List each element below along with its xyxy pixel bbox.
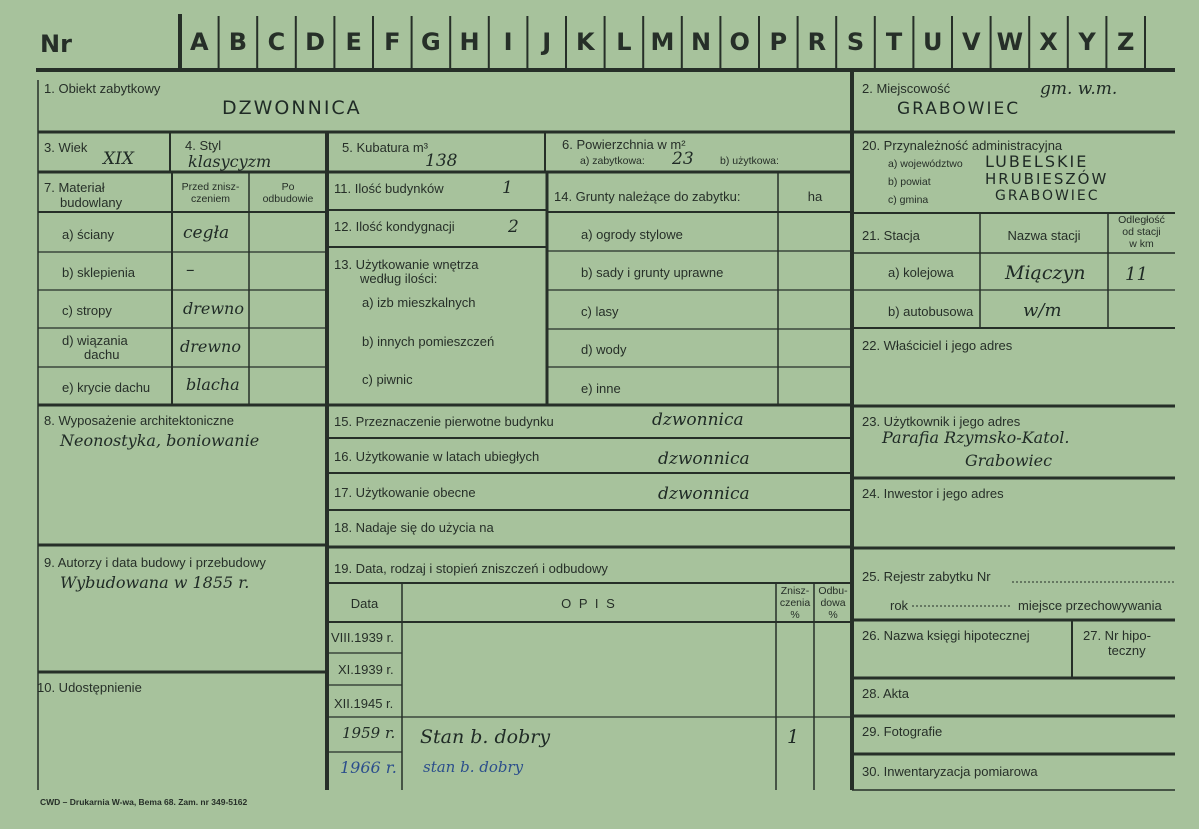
field-13-label-1: 13. Użytkowanie wnętrza — [334, 257, 479, 272]
field-19-znisz-row-4: 1 — [787, 726, 800, 748]
field-20a-value: LUBELSKIE — [985, 152, 1089, 171]
index-letter-h: H — [459, 28, 480, 56]
field-27-label-2: teczny — [1108, 643, 1146, 658]
field-7d-value: drewno — [180, 337, 241, 356]
field-7a-label: a) ściany — [62, 227, 115, 242]
field-23-value-1: Parafia Rzymsko-Katol. — [882, 428, 1070, 447]
field-16-label: 16. Użytkowanie w latach ubiegłych — [334, 449, 540, 464]
field-29-label: 29. Fotografie — [862, 724, 943, 739]
index-letter-z: Z — [1116, 28, 1135, 56]
index-letter-s: S — [846, 28, 865, 56]
index-letter-p: P — [769, 28, 788, 56]
field-27-label-1: 27. Nr hipo- — [1083, 628, 1151, 643]
field-19-date-row-5: 1966 r. — [340, 758, 397, 777]
field-19-opis-row-5: stan b. dobry — [423, 758, 524, 776]
field-11-value: 1 — [502, 178, 513, 198]
index-letter-n: N — [691, 28, 712, 56]
field-11-label: 11. Ilość budynków — [334, 181, 444, 196]
field-7e-label: e) krycie dachu — [62, 380, 151, 395]
field-19-opis-row-4: Stan b. dobry — [420, 726, 551, 748]
field-26-label: 26. Nazwa księgi hipotecznej — [862, 628, 1030, 643]
field-14c-label: c) lasy — [581, 304, 619, 319]
field-20b-value: HRUBIESZÓW — [985, 170, 1109, 188]
field-7d-label-2: dachu — [84, 347, 120, 362]
field-4-value: klasycyzm — [188, 152, 272, 171]
field-21b-label: b) autobusowa — [888, 304, 974, 319]
index-letter-d: D — [305, 28, 326, 56]
field-8-value: Neonostyka, boniowanie — [60, 431, 260, 450]
field-17-label: 17. Użytkowanie obecne — [334, 485, 476, 500]
field-21a-label: a) kolejowa — [888, 265, 954, 280]
field-6-label: 6. Powierzchnia w m² — [562, 137, 686, 152]
field-5-label: 5. Kubatura m³ — [342, 140, 428, 155]
field-12-label: 12. Ilość kondygnacji — [334, 219, 455, 234]
index-letter-l: L — [616, 28, 632, 56]
field-5-value: 138 — [425, 151, 458, 171]
index-letter-k: K — [575, 28, 595, 56]
field-20a-label: a) województwo — [888, 158, 963, 170]
field-21b-name: w/m — [1023, 300, 1062, 321]
field-21a-name: Miączyn — [1005, 262, 1086, 284]
field-7-label-2: budowlany — [60, 195, 123, 210]
field-6a-value: 23 — [672, 149, 694, 169]
field-7-col-after-1: Po — [281, 181, 295, 193]
field-19-date-row-3: XII.1945 r. — [334, 696, 394, 711]
field-7-label-1: 7. Materiał — [44, 180, 105, 195]
field-7a-value: cegła — [183, 223, 230, 243]
field-15-value: dzwonnica — [652, 410, 744, 430]
field-7b-label: b) sklepienia — [62, 265, 135, 280]
index-letter-x: X — [1039, 28, 1058, 56]
field-19-col-znisz-1: Znisz- — [780, 585, 810, 597]
field-4-label: 4. Styl — [185, 138, 222, 153]
field-14d-label: d) wody — [581, 342, 627, 357]
field-19-date-row-4: 1959 r. — [342, 724, 396, 742]
field-7-col-after-2: odbudowie — [262, 193, 314, 205]
field-19-label: 19. Data, rodzaj i stopień zniszczeń i odbudowy — [334, 561, 608, 576]
field-9-label: 9. Autorzy i data budowy i przebudowy — [44, 555, 266, 570]
field-15-label: 15. Przeznaczenie pierwotne budynku — [334, 414, 554, 429]
index-letter-a: A — [190, 28, 209, 56]
field-23-value-2: Grabowiec — [965, 451, 1053, 470]
field-7-col-before-1: Przed znisz- — [181, 181, 240, 193]
index-letter-m: M — [650, 28, 675, 56]
field-7c-value: drewno — [183, 299, 244, 318]
field-25-rok-label: rok — [890, 598, 909, 613]
field-13a-label: a) izb mieszkalnych — [362, 295, 476, 310]
field-19-date-row-1: VIII.1939 r. — [331, 630, 394, 645]
index-letter-j: J — [542, 28, 552, 56]
field-19-col-znisz-pct: % — [790, 609, 800, 621]
field-14b-label: b) sady i grunty uprawne — [581, 265, 724, 280]
index-letter-r: R — [807, 28, 827, 56]
field-6b-label: b) użytkowa: — [720, 155, 779, 167]
field-3-label: 3. Wiek — [44, 140, 88, 155]
field-21-col-dist-2: od stacji — [1122, 226, 1161, 238]
nr-label: Nr — [40, 30, 72, 58]
field-24-label: 24. Inwestor i jego adres — [862, 486, 1004, 501]
field-25-miejsce-label: miejsce przechowywania — [1018, 598, 1162, 613]
field-30-label: 30. Inwentaryzacja pomiarowa — [862, 764, 1038, 779]
field-20c-value: GRABOWIEC — [995, 188, 1100, 204]
index-letter-c: C — [267, 28, 286, 56]
field-13c-label: c) piwnic — [362, 372, 413, 387]
field-8-label: 8. Wyposażenie architektoniczne — [44, 413, 234, 428]
field-14-label: 14. Grunty należące do zabytku: — [554, 189, 741, 204]
index-letter-w: W — [996, 28, 1024, 56]
field-19-col-date: Data — [350, 596, 379, 611]
field-2-label: 2. Miejscowość — [862, 81, 951, 96]
field-25-label: 25. Rejestr zabytku Nr — [862, 569, 991, 584]
field-9-value: Wybudowana w 1855 r. — [60, 573, 250, 592]
field-21-col-dist-3: w km — [1129, 238, 1154, 250]
field-7e-value: blacha — [186, 375, 240, 394]
field-28-label: 28. Akta — [862, 686, 909, 701]
field-18-label: 18. Nadaje się do użycia na — [334, 520, 494, 535]
field-1-value: DZWONNICA — [222, 97, 362, 119]
index-letter-b: B — [228, 28, 248, 56]
field-13-label-2: według ilości: — [360, 271, 438, 286]
field-21-col-name: Nazwa stacji — [1007, 228, 1081, 243]
field-20-label: 20. Przynależność administracyjna — [862, 138, 1063, 153]
field-22-label: 22. Właściciel i jego adres — [862, 338, 1013, 353]
field-21a-distance: 11 — [1125, 264, 1148, 285]
field-6a-label: a) zabytkowa: — [580, 155, 645, 167]
index-letter-i: I — [503, 28, 513, 56]
index-letter-e: E — [345, 28, 362, 56]
index-letter-g: G — [421, 28, 441, 56]
index-letter-v: V — [962, 28, 981, 56]
field-16-value: dzwonnica — [658, 449, 750, 469]
field-19-col-odbud-pct: % — [828, 609, 838, 621]
index-letter-u: U — [922, 28, 943, 56]
field-17-value: dzwonnica — [658, 484, 750, 504]
field-3-value: XIX — [103, 149, 134, 169]
field-19-col-znisz-2: czenia — [779, 597, 811, 609]
field-2-value: GRABOWIEC — [897, 99, 1021, 119]
field-19-date-row-2: XI.1939 r. — [338, 662, 394, 677]
field-20c-label: c) gmina — [888, 194, 929, 206]
field-10-label: 10. Udostępnienie — [37, 680, 142, 695]
index-letter-y: Y — [1078, 28, 1096, 56]
index-letter-t: T — [885, 28, 903, 56]
field-21-label: 21. Stacja — [862, 228, 920, 243]
field-19-col-opis: O P I S — [561, 596, 617, 611]
field-14-unit: ha — [807, 189, 823, 204]
field-7-col-before-2: czeniem — [190, 193, 231, 205]
field-7b-value: – — [186, 260, 195, 280]
field-19-col-odbud-1: Odbu- — [818, 585, 848, 597]
field-13b-label: b) innych pomieszczeń — [362, 334, 495, 349]
field-19-col-odbud-2: dowa — [820, 597, 846, 609]
field-7d-label-1: d) wiązania — [62, 333, 128, 348]
index-letter-o: O — [729, 28, 750, 56]
field-2-note: gm. w.m. — [1040, 79, 1118, 99]
field-14e-label: e) inne — [581, 381, 621, 396]
field-23-label: 23. Użytkownik i jego adres — [862, 414, 1021, 429]
index-letter-f: F — [384, 28, 401, 56]
field-12-value: 2 — [508, 217, 519, 237]
field-14a-label: a) ogrody stylowe — [581, 227, 683, 242]
field-20b-label: b) powiat — [888, 176, 931, 188]
printer-imprint: CWD – Drukarnia W-wa, Bema 68. Zam. nr 349-5162 — [40, 797, 248, 807]
field-7c-label: c) stropy — [62, 303, 112, 318]
field-21-col-dist-1: Odległość — [1118, 214, 1165, 226]
field-1-label: 1. Obiekt zabytkowy — [44, 81, 161, 96]
